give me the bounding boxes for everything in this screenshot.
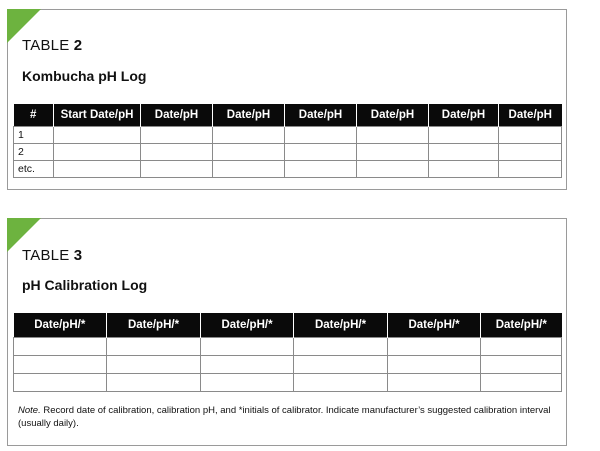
- note-text: Record date of calibration, calibration pH, and *initials of calibrator. Indicate manufacturer’s suggested calibration interval (usually daily).: [18, 405, 551, 429]
- table-cell: [213, 161, 285, 178]
- table-cell: [429, 127, 499, 144]
- table-cell: [357, 144, 429, 161]
- table-2-header-cell: #: [14, 104, 54, 127]
- row-label: 2: [14, 144, 54, 161]
- table-cell: [141, 127, 213, 144]
- note-lead: Note.: [18, 405, 41, 416]
- table-cell: [499, 144, 562, 161]
- table-cell: [14, 374, 107, 392]
- table-cell: [294, 338, 388, 356]
- table-cell: [294, 356, 388, 374]
- ph-calibration-log-table: [13, 313, 562, 392]
- table-2-label-prefix: TABLE: [22, 37, 70, 54]
- table-3-header-cell: Date/pH/*: [481, 313, 562, 338]
- table-cell: [201, 356, 294, 374]
- table-3-header-row: [14, 313, 562, 338]
- table-cell: [141, 161, 213, 178]
- table-2-header-cell: Date/pH: [141, 104, 213, 127]
- table-3-header-cell: Date/pH/*: [388, 313, 481, 338]
- table-3-header-cell: Date/pH/*: [201, 313, 294, 338]
- table-2-label: [22, 37, 82, 54]
- table-cell: [54, 161, 141, 178]
- table-2-header-cell: Start Date/pH: [54, 104, 141, 127]
- table-cell: [481, 338, 562, 356]
- table-cell: [388, 356, 481, 374]
- table-row: [14, 338, 562, 356]
- table-3-header-cell: Date/pH/*: [107, 313, 201, 338]
- table-2-header-row: [14, 104, 562, 127]
- table-cell: [201, 338, 294, 356]
- table-cell: [429, 144, 499, 161]
- table-cell: [201, 374, 294, 392]
- table-2-header-cell: Date/pH: [213, 104, 285, 127]
- row-label: etc.: [14, 161, 54, 178]
- table-2-panel: [7, 9, 567, 190]
- table-2-header-cell: Date/pH: [285, 104, 357, 127]
- table-row: [14, 144, 562, 161]
- table-cell: [294, 374, 388, 392]
- table-3-title: pH Calibration Log: [22, 277, 148, 293]
- table-cell: [54, 127, 141, 144]
- table-cell: [285, 144, 357, 161]
- table-cell: [388, 374, 481, 392]
- table-row: [14, 374, 562, 392]
- table-cell: [54, 144, 141, 161]
- table-cell: [107, 338, 201, 356]
- table-cell: [429, 161, 499, 178]
- table-cell: [388, 338, 481, 356]
- table-cell: [499, 127, 562, 144]
- table-cell: [141, 144, 213, 161]
- table-3-label-prefix: TABLE: [22, 247, 70, 264]
- table-cell: [499, 161, 562, 178]
- table-cell: [107, 356, 201, 374]
- table-cell: [481, 356, 562, 374]
- table-cell: [285, 127, 357, 144]
- table-3-label: [22, 247, 82, 264]
- table-cell: [285, 161, 357, 178]
- table-cell: [14, 338, 107, 356]
- table-3-header-cell: Date/pH/*: [14, 313, 107, 338]
- table-3-panel: [7, 218, 567, 446]
- kombucha-ph-log-table: [13, 104, 562, 178]
- table-2-header-cell: Date/pH: [429, 104, 499, 127]
- table-3-label-number: 3: [73, 247, 83, 264]
- table-cell: [213, 127, 285, 144]
- table-row: [14, 161, 562, 178]
- table-3-note: [18, 404, 553, 430]
- table-2-title: Kombucha pH Log: [22, 68, 147, 84]
- table-cell: [357, 161, 429, 178]
- table-cell: [213, 144, 285, 161]
- table-cell: [481, 374, 562, 392]
- row-label: 1: [14, 127, 54, 144]
- table-3-header-cell: Date/pH/*: [294, 313, 388, 338]
- table-cell: [357, 127, 429, 144]
- table-2-label-number: 2: [73, 37, 83, 54]
- table-row: [14, 127, 562, 144]
- table-cell: [14, 356, 107, 374]
- table-2-header-cell: Date/pH: [357, 104, 429, 127]
- table-row: [14, 356, 562, 374]
- table-cell: [107, 374, 201, 392]
- table-2-header-cell: Date/pH: [499, 104, 562, 127]
